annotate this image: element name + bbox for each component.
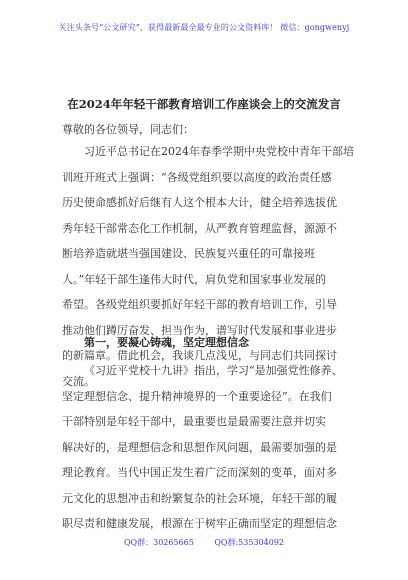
footer-qq-group-1: QQ群：30265665 (123, 538, 194, 547)
page-footer (0, 537, 408, 548)
paragraph-line: 断培养造就堪当强国建设、民族复兴重任的可靠接班 (62, 247, 315, 260)
paragraph-line: 干部特别是年轻干部中，最重要也是最需要注意并切实 (62, 415, 326, 428)
salutation: 尊敬的各位领导，同志们： (62, 123, 194, 136)
paragraph-section1 (62, 358, 352, 537)
paragraph-line: 职尽责和健康发展，根源在于树牢正确而坚定的理想信念 (62, 517, 337, 530)
page-header-banner: 关注头条号“公文研究”，获得最新最全最专业的公文资料库！ 微信：gongwenyj (58, 23, 350, 32)
footer-qq-group-2: QQ群:535304092 (214, 538, 284, 547)
paragraph-line: 解决好的，是理想信念和思想作风问题，最需要加强的是 (62, 440, 337, 454)
paragraph-line: 元文化的思想冲击和纷繁复杂的社会环境，年轻干部的履 (62, 491, 337, 505)
paragraph-line: 秀年轻干部常态化工作机制，从严教育管理监督，源源不 (62, 221, 337, 235)
paragraph-line: 坚定理想信念、提升精神境界的一个重要途径”。在我们 (62, 389, 332, 403)
paragraph-line: 《习近平党校十九讲》指出，学习“是加强党性修养、 (84, 364, 343, 377)
paragraph-line: 习近平总书记在2024年春季学期中央党校中青年干部培 (84, 145, 354, 158)
paragraph-line: 交流。 (62, 374, 95, 388)
paragraph-intro (62, 139, 352, 394)
paragraph-line: 历史使命感抓好后继有人这个根本大计，健全培养选拔优 (62, 196, 337, 209)
paragraph-line: 希望。各级党组织要抓好年轻干部的教育培训工作，引导 (62, 298, 337, 311)
paragraph-line: 人。”年轻干部生逢伟大时代，肩负党和国家事业发展的 (62, 272, 327, 286)
paragraph-line: 理论教育。当代中国正发生着广泛而深刻的变革，面对多 (62, 466, 337, 479)
paragraph-line: 训班开班式上强调：“各级党组织要以高度的政治责任感 (62, 170, 332, 184)
paragraph-line: 的新篇章。借此机会，我谈几点浅见，与同志们共同探讨 (62, 349, 337, 362)
paragraph-line: 推动他们蹲厉奋发、担当作为，谱写时代发展和事业进步 (62, 323, 337, 337)
document-title: 在2024年年轻干部教育培训工作座谈会上的交流发言 (67, 97, 341, 111)
section-heading-1: 第一，要凝心铸魂，坚定理想信念 (84, 336, 249, 349)
